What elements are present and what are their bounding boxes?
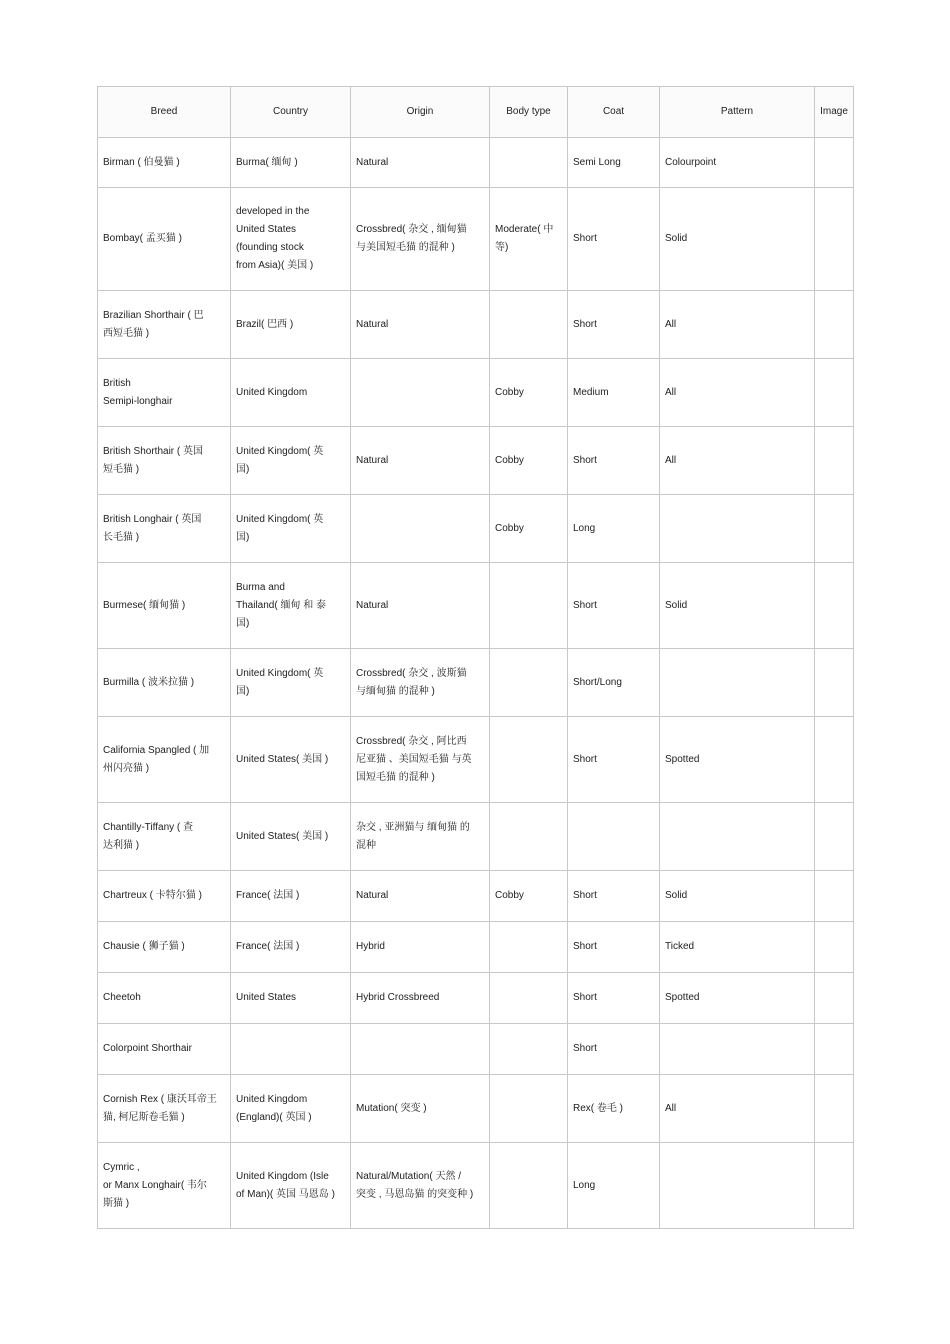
cell-text: Medium (573, 386, 609, 398)
cell-breed (98, 1075, 231, 1143)
header-origin: Origin (351, 87, 490, 138)
cell-text: United States (236, 992, 297, 1003)
cell-image (815, 495, 854, 563)
cell-text: Rex( 卷毛 ) (573, 1102, 623, 1114)
cell-pattern (660, 138, 815, 188)
cell-body-type (490, 1075, 568, 1143)
cell-coat (568, 1024, 660, 1075)
cell-origin (351, 563, 490, 649)
table-row (98, 138, 854, 188)
cell-country (231, 188, 351, 291)
header-coat: Coat (568, 87, 660, 138)
cell-breed (98, 803, 231, 871)
cell-breed (98, 922, 231, 973)
cell-body-type (490, 495, 568, 563)
cell-breed (98, 649, 231, 717)
cell-text: United Kingdom( 英 国) (236, 513, 324, 543)
cell-origin (351, 649, 490, 717)
cell-pattern (660, 973, 815, 1024)
header-body-type: Body type (490, 87, 568, 138)
cell-body-type (490, 138, 568, 188)
cell-text: Crossbred( 杂交 , 波斯猫 与缅甸猫 的混种 ) (356, 667, 467, 697)
cell-image (815, 717, 854, 803)
cell-text: United Kingdom (236, 386, 308, 398)
cell-image (815, 1143, 854, 1229)
table-row (98, 871, 854, 922)
cell-coat (568, 1075, 660, 1143)
cell-body-type (490, 1024, 568, 1075)
cell-country (231, 563, 351, 649)
cell-text: Hybrid (356, 941, 385, 952)
table-row (98, 1024, 854, 1075)
cell-origin (351, 138, 490, 188)
cell-text: United Kingdom (England)( 英国 ) (236, 1093, 312, 1123)
cell-coat (568, 649, 660, 717)
cell-country (231, 717, 351, 803)
cell-body-type (490, 427, 568, 495)
cell-text: Short (573, 1043, 597, 1054)
cell-text: United Kingdom( 英 国) (236, 445, 324, 475)
cell-text: Colourpoint (665, 156, 717, 168)
cell-pattern (660, 427, 815, 495)
cell-country (231, 359, 351, 427)
table-row (98, 649, 854, 717)
cell-origin (351, 188, 490, 291)
cell-image (815, 427, 854, 495)
cell-text: Solid (665, 890, 688, 901)
cell-body-type (490, 803, 568, 871)
cell-text: Short (573, 992, 597, 1003)
cell-coat (568, 427, 660, 495)
cell-image (815, 922, 854, 973)
cell-text: Short (573, 599, 597, 611)
cell-text: Chartreux ( 卡特尔猫 ) (103, 890, 202, 901)
header-country: Country (231, 87, 351, 138)
cell-origin (351, 803, 490, 871)
cell-breed (98, 717, 231, 803)
cell-coat (568, 291, 660, 359)
cell-origin (351, 1143, 490, 1229)
cell-body-type (490, 717, 568, 803)
cell-origin (351, 973, 490, 1024)
cell-breed (98, 1143, 231, 1229)
cell-text: Short (573, 890, 597, 901)
cell-text: Long (573, 522, 596, 534)
cell-origin (351, 291, 490, 359)
cell-pattern (660, 871, 815, 922)
cell-country (231, 1143, 351, 1229)
cell-text: Colorpoint Shorthair (103, 1043, 192, 1054)
cell-text: Spotted (665, 992, 700, 1003)
table-row (98, 291, 854, 359)
cell-text: Semi Long (573, 156, 621, 168)
cell-country (231, 291, 351, 359)
cell-text: Cornish Rex ( 康沃耳帝王 猫, 柯尼斯卷毛猫 ) (103, 1093, 217, 1123)
table-body (98, 138, 854, 1229)
cell-text: Crossbred( 杂交 , 缅甸猫 与美国短毛猫 的混种 ) (356, 224, 467, 253)
cell-text: Mutation( 突变 ) (356, 1102, 427, 1114)
cell-text: Moderate( 中 等) (495, 224, 554, 253)
cell-breed (98, 563, 231, 649)
cell-origin (351, 717, 490, 803)
cell-origin (351, 922, 490, 973)
cell-text: Cobby (495, 386, 524, 398)
cell-text: Natural (356, 890, 389, 901)
cell-image (815, 803, 854, 871)
cell-image (815, 973, 854, 1024)
cell-text: Cymric , or Manx Longhair( 韦尔 斯猫 ) (103, 1161, 207, 1209)
cell-country (231, 803, 351, 871)
cell-country (231, 1075, 351, 1143)
cell-coat (568, 495, 660, 563)
cell-country (231, 973, 351, 1024)
cell-pattern (660, 1075, 815, 1143)
cell-text: Cheetoh (103, 992, 141, 1003)
cell-coat (568, 188, 660, 291)
cell-text: Natural (356, 454, 389, 466)
cell-pattern (660, 717, 815, 803)
breed-table (97, 86, 854, 1229)
cell-origin (351, 1075, 490, 1143)
cell-text: British Semipi-longhair (103, 377, 173, 407)
cell-coat (568, 973, 660, 1024)
cell-text: Short (573, 941, 597, 952)
cell-breed (98, 973, 231, 1024)
cell-pattern (660, 1143, 815, 1229)
cell-text: Solid (665, 233, 688, 244)
cell-country (231, 1024, 351, 1075)
cell-pattern (660, 495, 815, 563)
table-row (98, 495, 854, 563)
cell-text: Brazilian Shorthair ( 巴 西短毛猫 ) (103, 309, 204, 339)
header-breed: Breed (98, 87, 231, 138)
table-row (98, 1075, 854, 1143)
header-pattern: Pattern (660, 87, 815, 138)
cell-image (815, 138, 854, 188)
cell-pattern (660, 563, 815, 649)
table-row (98, 427, 854, 495)
cell-text: Short/Long (573, 676, 622, 688)
cell-breed (98, 871, 231, 922)
cell-text: British Shorthair ( 英国 短毛猫 ) (103, 445, 204, 475)
table-row (98, 717, 854, 803)
cell-text: Short (573, 753, 597, 765)
cell-text: France( 法国 ) (236, 941, 300, 952)
cell-text: Ticked (665, 941, 695, 952)
cell-text: Burma( 缅甸 ) (236, 156, 298, 168)
cell-text: All (665, 318, 677, 330)
cell-image (815, 1075, 854, 1143)
cell-text: All (665, 1102, 677, 1114)
cell-text: Cobby (495, 454, 524, 466)
cell-text: Chantilly-Tiffany ( 查 达利猫 ) (103, 821, 194, 851)
cell-country (231, 649, 351, 717)
cell-text: Burmilla ( 波米拉猫 ) (103, 676, 195, 688)
cell-text: Brazil( 巴西 ) (236, 318, 294, 330)
cell-coat (568, 717, 660, 803)
cell-text: United Kingdom (Isle of Man)( 英国 马恩岛 ) (236, 1170, 335, 1200)
cell-origin (351, 427, 490, 495)
cell-breed (98, 291, 231, 359)
cell-text: Cobby (495, 522, 524, 534)
cell-body-type (490, 973, 568, 1024)
cell-text: Spotted (665, 753, 700, 765)
table-row (98, 803, 854, 871)
cell-image (815, 563, 854, 649)
cell-country (231, 871, 351, 922)
table-row (98, 1143, 854, 1229)
cell-coat (568, 922, 660, 973)
cell-text: Birman ( 伯曼猫 ) (103, 156, 180, 168)
cell-origin (351, 871, 490, 922)
cell-pattern (660, 922, 815, 973)
cell-text: Hybrid Crossbreed (356, 992, 440, 1003)
cell-coat (568, 871, 660, 922)
cell-text: 杂交 , 亚洲猫与 缅甸猫 的 混种 (356, 821, 470, 851)
cell-coat (568, 803, 660, 871)
cell-body-type (490, 188, 568, 291)
cell-pattern (660, 359, 815, 427)
cell-text: All (665, 386, 677, 398)
table-row (98, 922, 854, 973)
cell-coat (568, 359, 660, 427)
cell-text: Natural (356, 599, 389, 611)
cell-text: Bombay( 孟买猫 ) (103, 233, 182, 244)
cell-body-type (490, 922, 568, 973)
cell-pattern (660, 803, 815, 871)
cell-image (815, 871, 854, 922)
cell-text: Chausie ( 狮子猫 ) (103, 941, 185, 952)
cell-text: Natural/Mutation( 天然 / 突变 , 马恩岛猫 的突变种 ) (356, 1170, 474, 1200)
cell-country (231, 922, 351, 973)
table-row (98, 973, 854, 1024)
cell-body-type (490, 1143, 568, 1229)
cell-image (815, 291, 854, 359)
cell-country (231, 427, 351, 495)
cell-country (231, 138, 351, 188)
cell-text: Cobby (495, 890, 524, 901)
cell-body-type (490, 649, 568, 717)
header-image: Image (815, 87, 854, 138)
cell-pattern (660, 1024, 815, 1075)
cell-text: British Longhair ( 英国 长毛猫 ) (103, 513, 202, 543)
cell-image (815, 649, 854, 717)
cell-origin (351, 359, 490, 427)
cell-text: United States( 美国 ) (236, 830, 329, 842)
cell-text: Natural (356, 318, 389, 330)
cell-text: Natural (356, 156, 389, 168)
cell-image (815, 359, 854, 427)
cell-text: Long (573, 1179, 596, 1191)
cell-breed (98, 427, 231, 495)
cell-coat (568, 563, 660, 649)
cell-text: California Spangled ( 加 州闪亮猫 ) (103, 744, 210, 774)
header-row (98, 87, 854, 138)
cell-body-type (490, 359, 568, 427)
cell-coat (568, 138, 660, 188)
cell-body-type (490, 563, 568, 649)
cell-text: United Kingdom( 英 国) (236, 667, 324, 697)
cell-breed (98, 495, 231, 563)
cell-text: Short (573, 454, 597, 466)
cell-origin (351, 1024, 490, 1075)
cell-coat (568, 1143, 660, 1229)
cell-text: Crossbred( 杂交 , 阿比西 尼亚猫 、美国短毛猫 与英 国短毛猫 的混种 ) (356, 735, 472, 783)
cell-origin (351, 495, 490, 563)
cell-text: Short (573, 233, 597, 244)
cell-text: Burma and Thailand( 缅甸 和 泰 国) (236, 581, 327, 629)
cell-breed (98, 1024, 231, 1075)
cell-image (815, 188, 854, 291)
cell-breed (98, 188, 231, 291)
cell-breed (98, 359, 231, 427)
cell-image (815, 1024, 854, 1075)
cell-text: All (665, 454, 677, 466)
cell-body-type (490, 291, 568, 359)
cell-text: Solid (665, 599, 688, 611)
table-row (98, 359, 854, 427)
table-row (98, 563, 854, 649)
cell-text: Burmese( 缅甸猫 ) (103, 599, 186, 611)
cell-breed (98, 138, 231, 188)
cell-pattern (660, 291, 815, 359)
cell-text: Short (573, 318, 597, 330)
cell-pattern (660, 649, 815, 717)
cell-country (231, 495, 351, 563)
cell-text: United States( 美国 ) (236, 753, 329, 765)
cell-text: developed in the United States (founding stock from Asia)( 美国 ) (236, 206, 314, 271)
cell-pattern (660, 188, 815, 291)
cell-text: France( 法国 ) (236, 890, 300, 901)
table-row (98, 188, 854, 291)
cell-body-type (490, 871, 568, 922)
